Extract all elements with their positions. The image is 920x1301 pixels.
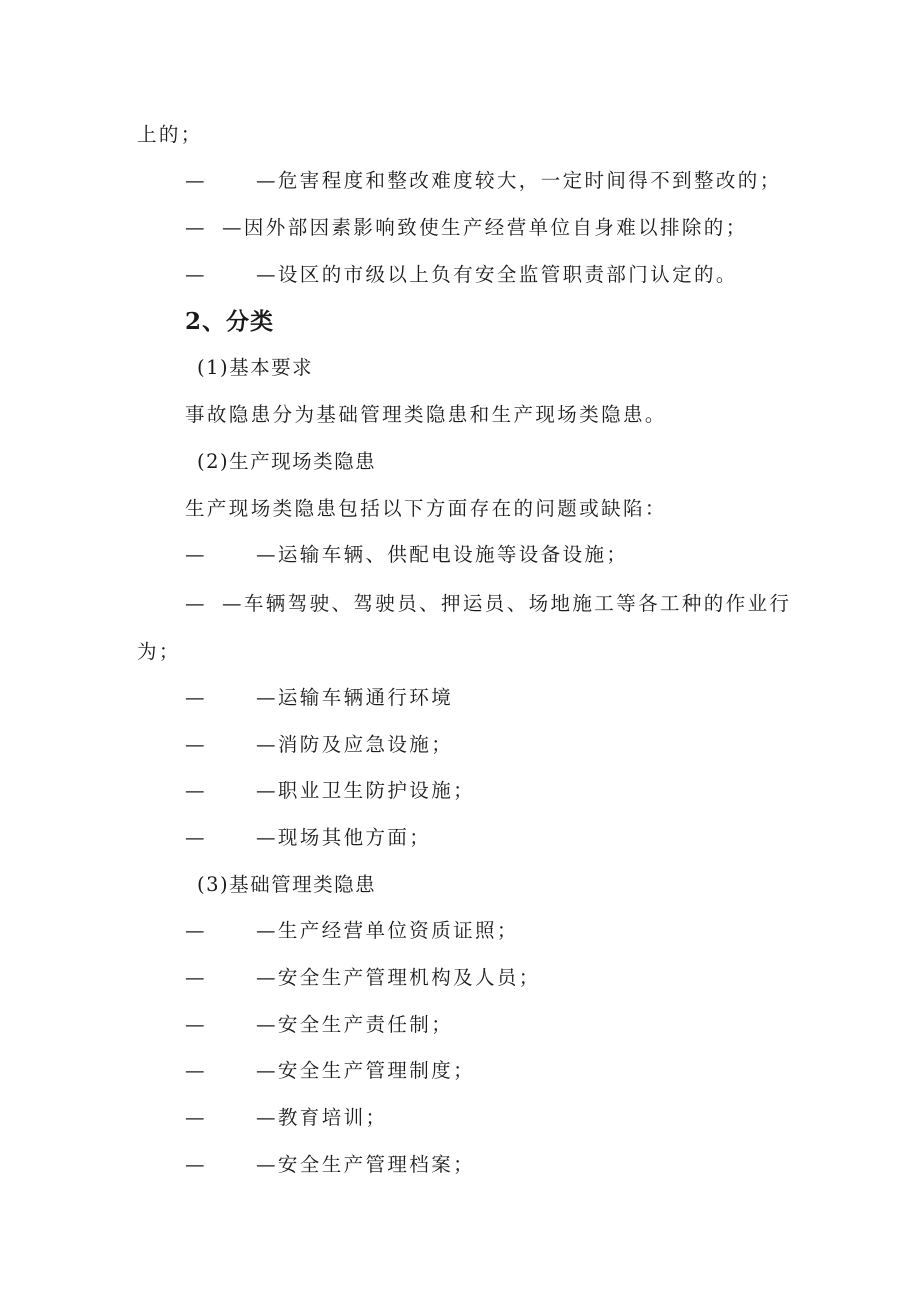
list-item: —职业卫生防护设施； [256,779,476,802]
list-dash: — [185,919,205,942]
list-item: —车辆驾驶、驾驶员、押运员、场地施工等各工种的作业行 [222,592,792,615]
list-item: —安全生产管理档案； [256,1153,476,1176]
list-item: —运输车辆、供配电设施等设备设施； [256,543,629,566]
list-dash: — [185,826,205,849]
list-item: —消防及应急设施； [256,733,454,756]
list-item: —设区的市级以上负有安全监管职责部门认定的。 [256,263,738,286]
list-item-continuation: 为； [137,640,181,663]
list-dash: — [185,733,205,756]
list-dash: — [185,1106,205,1129]
list-dash: — [185,1013,205,1036]
list-item: —安全生产责任制； [256,1013,454,1036]
subsection-heading: (1)基本要求 [197,356,314,379]
list-dash: — [185,169,205,192]
list-dash: — [185,263,205,286]
list-dash: — [185,686,205,709]
list-item: —安全生产管理机构及人员； [256,966,541,989]
list-item: —运输车辆通行环境 [256,686,454,709]
subsection-heading: (3)基础管理类隐患 [197,873,377,896]
text-line: 上的； [137,123,203,146]
list-dash: — [185,592,205,615]
list-item: —安全生产管理制度； [256,1059,476,1082]
section-heading: 2、分类 [185,308,275,335]
subsection-heading: (2)生产现场类隐患 [197,450,377,473]
list-item: —现场其他方面； [256,826,432,849]
list-item: —危害程度和整改难度较大，一定时间得不到整改的； [256,169,782,192]
list-dash: — [185,1059,205,1082]
list-dash: — [185,966,205,989]
list-dash: — [185,1153,205,1176]
list-item: —生产经营单位资质证照； [256,919,519,942]
list-item: —因外部因素影响致使生产经营单位自身难以排除的； [222,216,748,239]
list-dash: — [185,779,205,802]
list-dash: — [185,216,205,239]
list-dash: — [185,543,205,566]
list-item: —教育培训； [256,1106,388,1129]
paragraph: 事故隐患分为基础管理类隐患和生产现场类隐患。 [185,403,667,426]
paragraph: 生产现场类隐患包括以下方面存在的问题或缺陷： [185,497,667,520]
